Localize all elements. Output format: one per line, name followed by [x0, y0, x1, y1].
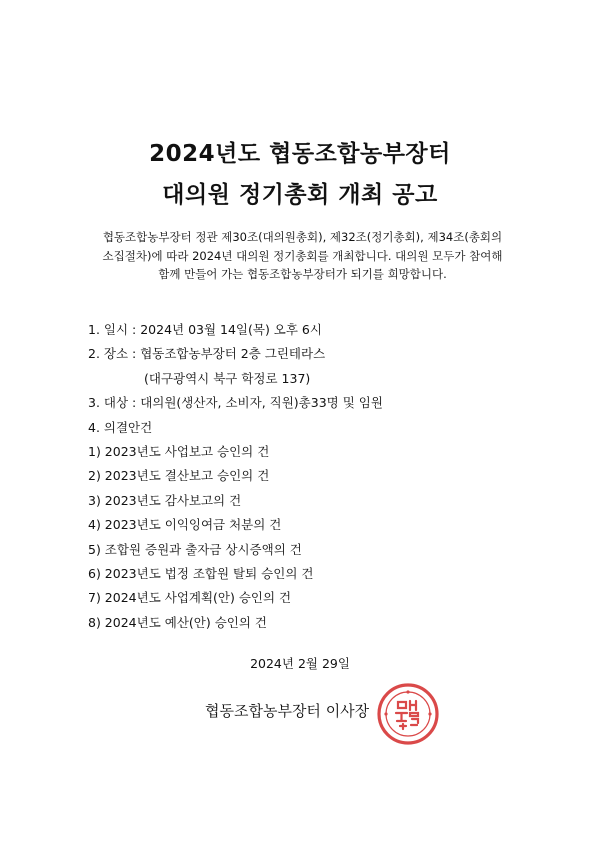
list-item: 3. 대상 : 대의원(생산자, 소비자, 직원)총33명 및 임원	[88, 395, 383, 411]
list-item: 1) 2023년도 사업보고 승인의 건	[88, 443, 270, 459]
intro-line: 협동조합농부장터 정관 제30조(대의원총회), 제32조(정기총회), 제34조(총회의	[102, 230, 503, 244]
list-item: 8) 2024년도 예산(안) 승인의 건	[88, 614, 267, 630]
intro-line: 소집절차)에 따라 2024년 대의원 정기총회를 개최합니다. 대의원 모두가 참여해	[102, 248, 503, 263]
list-item: 1. 일시 : 2024년 03월 14일(목) 오후 6시	[88, 322, 322, 337]
intro-line: 함께 만들어 가는 협동조합농부장터가 되기를 희망합니다.	[158, 267, 447, 281]
notice-item-list	[88, 318, 548, 635]
list-item: 2. 장소 : 협동조합농부장터 2층 그린테라스	[88, 346, 326, 362]
list-item: 5) 조합원 증원과 출자금 상시증액의 건	[88, 541, 302, 557]
list-item: (대구광역시 북구 학정로 137)	[144, 370, 311, 386]
official-seal-icon	[376, 682, 440, 746]
notice-date: 2024년 2월 29일	[250, 656, 350, 671]
list-item: 7) 2024년도 사업계획(안) 승인의 건	[88, 590, 292, 606]
list-item: 4. 의결안건	[88, 419, 153, 435]
intro-paragraph	[80, 228, 525, 284]
list-item: 6) 2023년도 법정 조합원 탈퇴 승인의 건	[88, 565, 314, 581]
signer-name: 협동조합농부장터 이사장	[205, 702, 370, 720]
list-item: 3) 2023년도 감사보고의 건	[88, 492, 242, 508]
list-item: 4) 2023년도 이익잉여금 처분의 건	[88, 517, 282, 533]
document-subtitle: 대의원 정기총회 개최 공고	[162, 182, 438, 208]
list-item: 2) 2023년도 결산보고 승인의 건	[88, 468, 270, 484]
document-title: 2024년도 협동조합농부장터	[149, 141, 451, 167]
